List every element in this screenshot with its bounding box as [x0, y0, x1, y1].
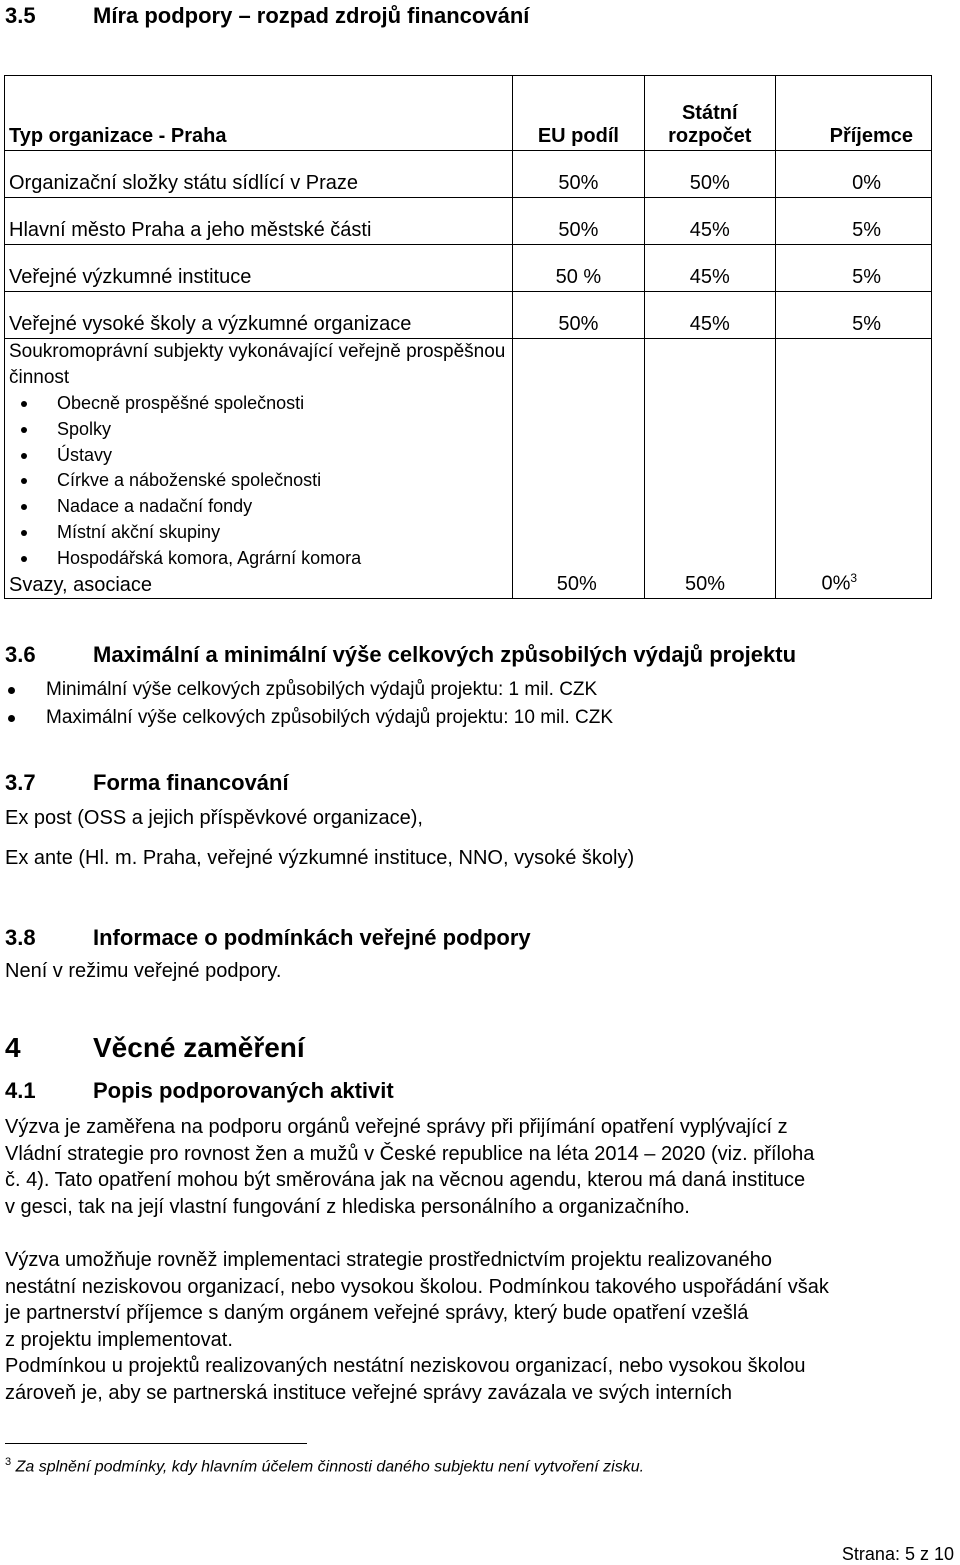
private-entities-cell [5, 339, 513, 599]
support-rate-table [4, 75, 932, 599]
section-number: 3.6 [5, 642, 36, 667]
section-number: 3.5 [5, 3, 36, 28]
footnote [5, 1456, 644, 1476]
text-line: Výzva je zaměřena na podporu orgánů veřejné správy při přijímání opatření vyplývající z [5, 1116, 788, 1138]
header-eu-share: EU podíl [512, 76, 644, 151]
chapter-4-heading [5, 1032, 305, 1064]
list-item: Maximální výše celkových způsobilých výdajů projektu: 10 mil. CZK [46, 704, 613, 732]
private-eu-value: 50% [556, 572, 597, 595]
section-3-8-heading [5, 925, 531, 951]
page-number: Strana: 5 z 10 [841, 1544, 954, 1564]
private-recipient-value [822, 571, 858, 596]
footnote-mark: 3 [5, 1456, 12, 1468]
section-3-6-heading [5, 642, 796, 668]
header-state-budget: Státní rozpočet [644, 76, 775, 151]
row-label: Hlavní město Praha a jeho městské části [5, 198, 513, 245]
text-line: z projektu implementovat. [5, 1328, 233, 1351]
associations-label: Svazy, asociace [9, 573, 153, 596]
table-row [5, 198, 932, 245]
list-item: Církve a náboženské společnosti [57, 468, 508, 494]
list-item: Místní akční skupiny [57, 520, 508, 546]
paragraph-1 [5, 1114, 960, 1220]
project-expense-list [0, 676, 613, 732]
section-number: 3.7 [5, 770, 36, 795]
row-eu: 50% [512, 292, 644, 339]
row-state: 45% [644, 245, 775, 292]
text-line: nestátní neziskovou organizací, nebo vysokou školou. Podmínkou takového uspořádání však [5, 1275, 829, 1298]
table-row-private-entities [5, 339, 932, 599]
table-row [5, 292, 932, 339]
section-4-1-heading [5, 1078, 394, 1104]
header-org-type: Typ organizace - Praha [5, 76, 513, 151]
section-3-7-heading [5, 770, 289, 796]
section-title: Informace o podmínkách veřejné podpory [93, 925, 531, 950]
footnote-text: Za splnění podmínky, kdy hlavním účelem činnosti daného subjektu není vytvoření zisku. [15, 1458, 645, 1476]
table-row [5, 245, 932, 292]
text-line: Vládní strategie pro rovnost žen a mužů v České republice na léta 2014 – 2020 (viz. příloha [5, 1142, 815, 1165]
private-recipient-number: 0% [821, 572, 851, 595]
footnote-divider [5, 1443, 307, 1444]
list-item: Minimální výše celkových způsobilých výdajů projektu: 1 mil. CZK [46, 676, 613, 704]
section-number: 4.1 [5, 1078, 36, 1103]
row-eu: 50% [512, 151, 644, 198]
text-line: zároveň je, aby se partnerská instituce veřejné správy zavázala ve svých interních [5, 1381, 733, 1404]
list-item: Spolky [57, 417, 508, 443]
list-item: Ústavy [57, 443, 508, 469]
private-entities-title: Soukromoprávní subjekty vykonávající veřejně prospěšnou činnost [9, 341, 506, 388]
chapter-number: 4 [5, 1032, 21, 1063]
row-eu: 50% [512, 198, 644, 245]
table-header-row [5, 76, 932, 151]
row-recipient: 5% [775, 245, 932, 292]
row-eu: 50 % [512, 245, 644, 292]
table-row [5, 151, 932, 198]
row-state: 45% [644, 292, 775, 339]
section-3-5-heading [5, 3, 529, 29]
text-line: je partnerství příjemce s daným orgánem veřejné správy, který bude opatření vzešlá [5, 1302, 749, 1324]
row-label: Veřejné vysoké školy a výzkumné organizace [5, 292, 513, 339]
section-title: Popis podporovaných aktivit [93, 1078, 394, 1103]
financing-ex-post: Ex post (OSS a jejich příspěvkové organizace), [5, 807, 423, 829]
chapter-title: Věcné zaměření [93, 1032, 305, 1063]
section-title: Míra podpory – rozpad zdrojů financování [93, 3, 530, 28]
financing-ex-ante: Ex ante (Hl. m. Praha, veřejné výzkumné instituce, NNO, vysoké školy) [5, 847, 635, 869]
list-item: Hospodářská komora, Agrární komora [57, 546, 508, 572]
row-label: Veřejné výzkumné instituce [5, 245, 513, 292]
private-state-cell [644, 339, 775, 599]
footnote-ref: 3 [850, 570, 858, 585]
row-recipient: 5% [775, 292, 932, 339]
state-aid-text: Není v režimu veřejné podpory. [5, 960, 282, 982]
private-state-value: 50% [684, 572, 725, 595]
list-item: Obecně prospěšné společnosti [57, 391, 508, 417]
row-label: Organizační složky státu sídlící v Praze [5, 151, 513, 198]
private-eu-cell [512, 339, 644, 599]
header-recipient: Příjemce [775, 76, 932, 151]
row-state: 50% [644, 151, 775, 198]
text-line: v gesci, tak na její vlastní fungování z hlediska personálního a organizačního. [5, 1195, 690, 1218]
row-recipient: 0% [775, 151, 932, 198]
section-title: Forma financování [93, 770, 289, 795]
private-recipient-cell [775, 339, 932, 599]
row-state: 45% [644, 198, 775, 245]
section-title: Maximální a minimální výše celkových způsobilých výdajů projektu [93, 642, 797, 667]
row-recipient: 5% [775, 198, 932, 245]
text-line: Výzva umožňuje rovněž implementaci strategie prostřednictvím projektu realizovaného [5, 1249, 773, 1271]
paragraph-2 [5, 1247, 960, 1406]
section-number: 3.8 [5, 925, 36, 950]
text-line: č. 4). Tato opatření mohou být směrována jak na věcnou agendu, kterou má daná instituce [5, 1169, 806, 1191]
entity-list [9, 391, 508, 572]
list-item: Nadace a nadační fondy [57, 494, 508, 520]
text-line: Podmínkou u projektů realizovaných nestátní neziskovou organizací, nebo vysokou školou [5, 1355, 806, 1377]
